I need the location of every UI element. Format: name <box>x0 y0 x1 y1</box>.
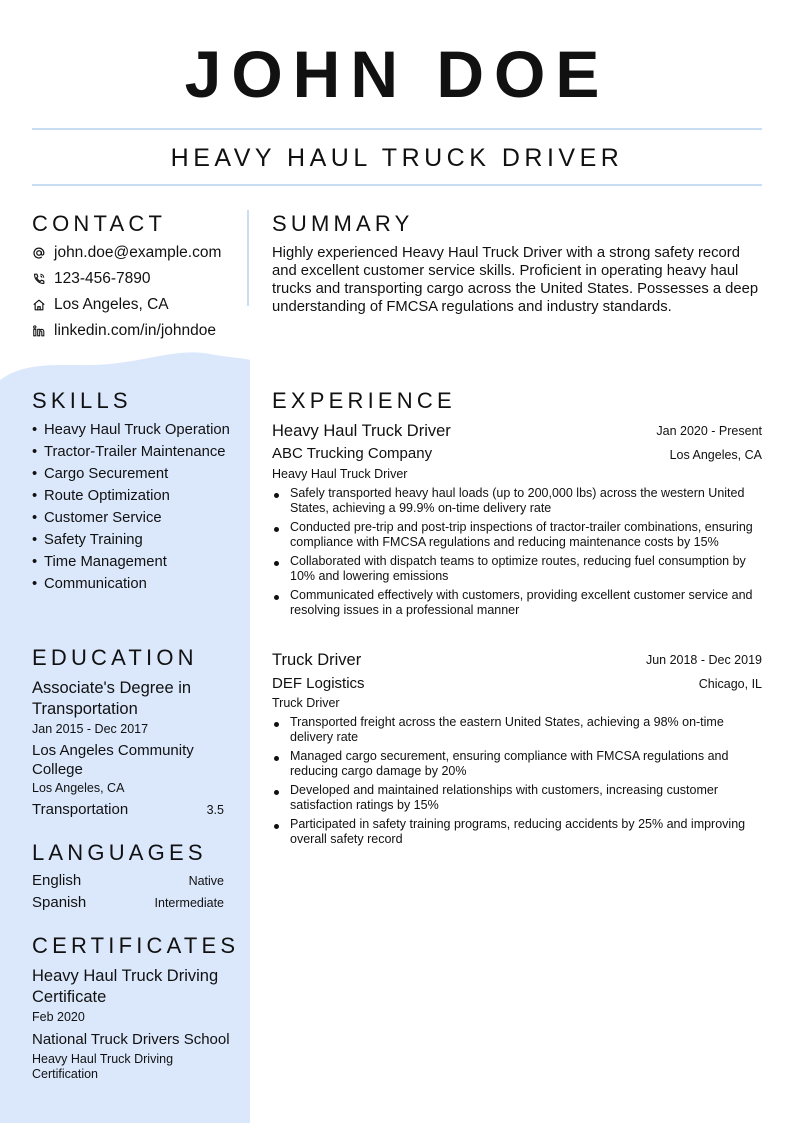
language-level: Intermediate <box>154 896 224 910</box>
contact-phone-text: 123-456-7890 <box>54 270 151 287</box>
job-location: Chicago, IL <box>698 677 762 691</box>
job-bullet: Collaborated with dispatch teams to optimize routes, reducing fuel consumption by 10% and lowering emissions <box>272 554 762 584</box>
skills-heading: SKILLS <box>32 388 132 413</box>
resume-name: JOHN DOE <box>184 37 610 111</box>
education-field-row <box>32 801 224 818</box>
job-bullet: Conducted pre-trip and post-trip inspections of tractor-trailer combinations, ensuring compliance with FMCSA regulations and reducing maintenance costs by 15% <box>272 520 762 550</box>
job-bullet: Managed cargo securement, ensuring compliance with FMCSA regulations and reducing cargo damage by 20% <box>272 749 762 779</box>
skill-item: • Customer Service <box>32 509 237 527</box>
linkedin-icon <box>32 324 46 338</box>
contact-heading: CONTACT <box>32 211 167 236</box>
job-role: Truck Driver <box>272 696 340 710</box>
certificate-description: Heavy Haul Truck Driving Certification <box>32 1052 174 1081</box>
education-heading: EDUCATION <box>32 645 198 670</box>
job-bullet: Safely transported heavy haul loads (up to 200,000 lbs) across the western United States, achieving a 99.9% on-time delivery rate <box>272 486 762 516</box>
contact-location-text: Los Angeles, CA <box>54 296 169 313</box>
language-level: Native <box>188 874 224 888</box>
header-top-rule <box>32 128 762 130</box>
contact-email-text: john.doe@example.com <box>54 244 222 261</box>
job-company: DEF Logistics <box>272 675 365 692</box>
education-school: Los Angeles Community College <box>32 742 194 778</box>
language-row <box>32 894 224 911</box>
skill-item: • Cargo Securement <box>32 465 237 483</box>
skill-item: • Tractor-Trailer Maintenance <box>32 443 237 461</box>
skill-item: • Time Management <box>32 553 237 571</box>
job-title: Heavy Haul Truck Driver <box>272 422 451 440</box>
job-company: ABC Trucking Company <box>272 445 433 462</box>
language-row <box>32 872 224 889</box>
job-role: Heavy Haul Truck Driver <box>272 467 408 481</box>
education-gpa: 3.5 <box>206 803 224 817</box>
language-name: English <box>32 872 82 889</box>
education-degree: Associate's Degree in Transportation <box>32 679 192 718</box>
job-bullet: Communicated effectively with customers, providing excellent customer service and resolving issues in a professional manner <box>272 588 762 618</box>
job-bullets <box>272 486 762 622</box>
contact-phone[interactable] <box>32 269 151 289</box>
resume-job-title: HEAVY HAUL TRUCK DRIVER <box>170 144 624 172</box>
job-bullet: Transported freight across the eastern United States, achieving a 98% on-time delivery rate <box>272 715 762 745</box>
job-title: Truck Driver <box>272 651 362 669</box>
experience-heading: EXPERIENCE <box>272 388 456 413</box>
contact-location <box>32 295 169 315</box>
skill-item: • Heavy Haul Truck Operation <box>32 421 237 439</box>
contact-linkedin-text: linkedin.com/in/johndoe <box>54 322 216 339</box>
skill-item: • Safety Training <box>32 531 237 549</box>
home-icon <box>32 298 46 312</box>
skill-item: • Route Optimization <box>32 487 237 505</box>
certificate-date: Feb 2020 <box>32 1010 85 1024</box>
certificates-heading: CERTIFICATES <box>32 933 240 958</box>
languages-heading: LANGUAGES <box>32 840 207 865</box>
job-bullets <box>272 715 762 851</box>
certificate-organization: National Truck Drivers School <box>32 1031 230 1048</box>
job-bullet: Participated in safety training programs, reducing accidents by 25% and improving overall safety record <box>272 817 762 847</box>
education-field: Transportation <box>32 801 129 818</box>
job-dates: Jun 2018 - Dec 2019 <box>645 653 762 667</box>
phone-icon <box>32 272 46 286</box>
language-name: Spanish <box>32 894 87 911</box>
job-location: Los Angeles, CA <box>669 448 762 462</box>
at-icon <box>32 246 46 260</box>
contact-linkedin[interactable] <box>32 321 216 341</box>
skill-item: • Communication <box>32 575 237 593</box>
header-bottom-rule <box>32 184 762 186</box>
contact-email[interactable] <box>32 243 221 263</box>
education-location: Los Angeles, CA <box>32 781 125 795</box>
skills-list <box>32 421 237 597</box>
education-dates: Jan 2015 - Dec 2017 <box>32 722 149 736</box>
certificate-title: Heavy Haul Truck Driving Certificate <box>32 967 219 1006</box>
summary-text: Highly experienced Heavy Haul Truck Driver with a strong safety record and excellent customer service skills. Proficient in operating heavy haul trucks and transporting cargo across the United States. Possesses a deep understanding of FMCSA regulations and industry standards. <box>272 245 759 315</box>
job-dates: Jan 2020 - Present <box>656 424 762 438</box>
summary-heading: SUMMARY <box>272 211 414 236</box>
column-divider <box>247 210 249 306</box>
job-bullet: Developed and maintained relationships with customers, increasing customer satisfaction ratings by 15% <box>272 783 762 813</box>
